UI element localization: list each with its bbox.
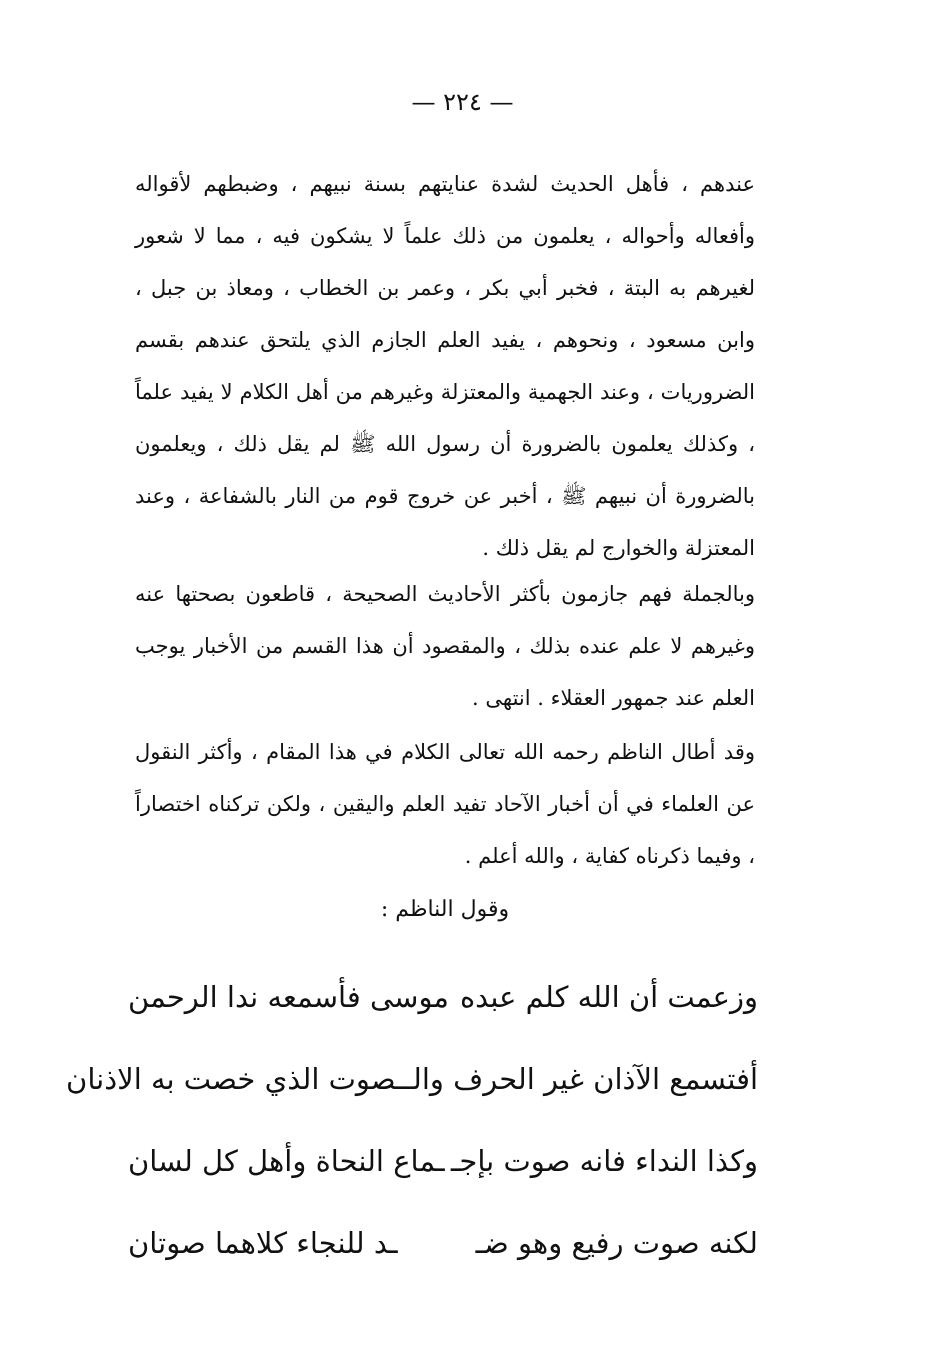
paragraph-text: وبالجملة فهم جازمون بأكثر الأحاديث الصحيحة ، قاطعون بصحتها عنه وغيرهم لا علم عنده بذلك ، والمقصود أن هذا القسم من الأخبار يوجب العلم عند جمهور العقلاء . انتهى . (135, 582, 755, 710)
paragraph-3 (135, 726, 755, 882)
verse-first-hemistich: وكذا النداء فانه صوت بإجـ (450, 1144, 758, 1178)
page-number: — ٢٢٤ — (411, 88, 514, 116)
verse-first-hemistich: أفتسمع الآذان غير الحرف والـ (404, 1062, 758, 1096)
poem-heading: وقول الناظم : (380, 897, 510, 922)
paragraph-1 (135, 158, 755, 574)
verse-first-hemistich: لكنه صوت رفيع وهو ضـ (475, 1226, 758, 1260)
verse-1 (128, 960, 758, 1034)
paragraph-text: وقد أطال الناظم رحمه الله تعالى الكلام في هذا المقام ، وأكثر النقول عن العلماء في أن أخبار الآحاد تفيد العلم واليقين ، ولكن تركناه اختصاراً ، وفيما ذكرناه كفاية ، والله أعلم . (135, 740, 755, 868)
verse-4 (128, 1206, 758, 1280)
verse-second-hemistich: موسى فأسمعه ندا الرحمن (128, 980, 449, 1014)
poem (66, 960, 758, 1288)
verse-3 (128, 1124, 758, 1198)
paragraph-text: عندهم ، فأهل الحديث لشدة عنايتهم بسنة نبيهم ، وضبطهم لأقواله وأفعاله وأحواله ، يعلمون من ذلك علماً لا يشكون فيه ، مما لا شعور لغيرهم به البتة ، فخبر أبي بكر ، وعمر بن الخطاب ، ومعاذ بن جبل ، وابن مسعود ، ونحوهم ، يفيد العلم الجازم الذي يلتحق عندهم بقسم الضروريات ، وعند الجهمية والمعتزلة وغيرهم من أهل الكلام لا يفيد علماً ، وكذلك يعلمون بالضرورة أن رسول الله ﷺ لم يقل ذلك ، ويعلمون بالضرورة أن نبيهم ﷺ ، أخبر عن خروج قوم من النار بالشفاعة ، وعند المعتزلة والخوارج لم يقل ذلك . (135, 172, 755, 560)
paragraph-2 (135, 568, 755, 724)
verse-second-hemistich: ـد للنجاء كلاهما صوتان (128, 1226, 398, 1260)
verse-second-hemistich: ـماع النحاة وأهل كل لسان (128, 1144, 445, 1178)
verse-second-hemistich: ـصوت الذي خصت به الاذنان (66, 1062, 405, 1096)
verse-first-hemistich: وزعمت أن الله كلم عبده (459, 980, 758, 1014)
verse-2 (66, 1042, 758, 1116)
